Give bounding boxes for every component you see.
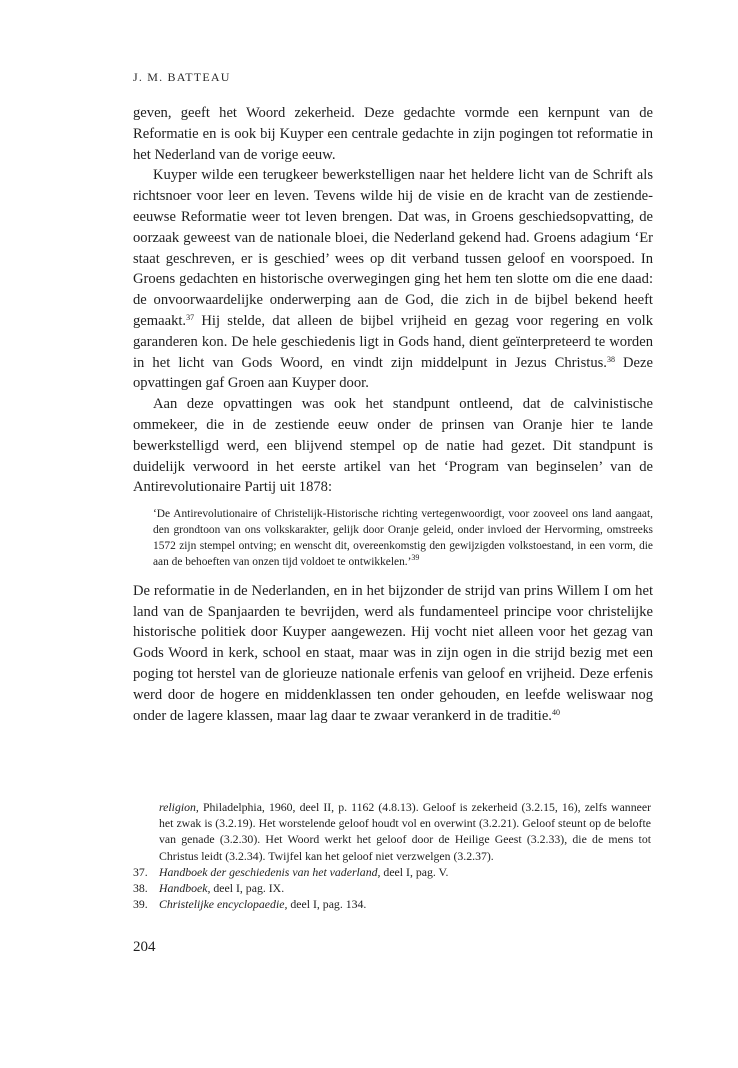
footnote-title: Handboek der geschiedenis van het vaderland, <box>159 864 381 879</box>
footnote-ref-38: 38 <box>606 354 615 364</box>
footnote-continuation <box>159 799 651 864</box>
paragraph-4 <box>133 581 653 727</box>
body-text <box>133 103 653 726</box>
footnote-number: 38. <box>133 881 148 896</box>
footnote-number: 39. <box>133 897 148 912</box>
footnote-37 <box>133 864 651 880</box>
footnote-detail: deel I, pag. 134. <box>287 897 367 912</box>
paragraph-2-part-c: Deze opvattingen gaf Groen aan Kuyper door. <box>133 354 653 392</box>
paragraph-4-text: De reformatie in de Nederlanden, en in het bijzonder de strijd van prins Willem I om het land van de Spanjaarden te bevrijden, werd als fundamenteel principe voor christelijke historische politiek door Kuyper aangewezen. Hij vocht niet alleen voor het gezag van Gods Woord in kerk, school en staat, maar was in zijn ogen in die strijd bezig met een poging tot herstel van de glorieuze nationale erfenis van geloof en vrijheid. Deze erfenis werd door de hogere en middenklassen ten onder gehouden, en leefde weliswaar nog onder de lagere klassen, maar lag daar te zwaar verankerd in de traditie. <box>133 582 653 724</box>
footnote-ref-37: 37 <box>186 312 195 322</box>
footnote-ref-40: 40 <box>551 707 560 717</box>
footnote-continuation-title: religion, <box>159 800 199 814</box>
paragraph-1: geven, geeft het Woord zekerheid. Deze gedachte vormde een kernpunt van de Reformatie en is ook bij Kuyper een centrale gedachte in zijn pogingen tot reformatie in het Nederland van de vorige eeuw. <box>133 105 653 163</box>
paragraph-2 <box>133 165 653 394</box>
footnote-38 <box>133 880 651 896</box>
block-quote-text: ‘De Antirevolutionaire of Christelijk-Historische richting vertegenwoordigt, voor zooveel ons land aangaat, den grondtoon van ons volkskarakter, gelijk door Oranje geleid, onder invloed der Hervorming, omstreeks 1572 zijn stempel ontving; en wenscht dit, overeenkomstig den gewijzigden volkstoestand, in een vorm, die aan de behoeften van onzen tijd voldoet te ontwikkelen.’ <box>153 508 653 568</box>
footnote-continuation-text: Philadelphia, 1960, deel II, p. 1162 (4.8.13). Geloof is zekerheid (3.2.15, 16), zelfs wanneer het zwak is (3.2.19). Het worstelende geloof houdt vol en overwint (3.2.21). Geloof steunt op de belofte van genade (3.2.30). Het Woord werkt het geloof door de Heilige Geest (3.2.33), die de mens tot Christus leidt (3.2.34). Twijfel kan het geloof niet verzwelgen (3.2.37). <box>159 800 651 863</box>
block-quote <box>153 507 653 571</box>
page-number: 204 <box>133 939 156 955</box>
footnote-39 <box>133 896 651 912</box>
footnote-ref-39: 39 <box>411 552 420 562</box>
footnote-detail: deel I, pag. IX. <box>210 881 285 896</box>
footnote-detail: deel I, pag. V. <box>380 864 449 879</box>
footnote-title: Christelijke encyclopaedie, <box>159 897 288 912</box>
footnotes <box>133 799 651 912</box>
paragraph-2-part-a: Kuyper wilde een terugkeer bewerkstelligen naar het heldere licht van de Schrift als richtsnoer voor leer en leven. Tevens wilde hij de visie en de kracht van de zestiende-eeuwse Reformatie weer tot leven brengen. Dat was, in Groens geschiedsopvatting, de oorzaak geweest van de nationale bloei, die Nederland gekend had. Groens adagium ‘Er staat geschreven, er is geschied’ wees op dit verband tussen geloof en voorspoed. In Groens gedachten en historische overwegingen ging het hem ten slotte om die ene daad: de onvoorwaardelijke onderwerping aan de God, die zich in de bijbel bekend heeft gemaakt. <box>133 167 653 329</box>
paragraph-3: Aan deze opvattingen was ook het standpunt ontleend, dat de calvinistische ommekeer, die in de zestiende eeuw onder de prinsen van Oranje hier te lande bewerkstelligd werd, een blijvend stempel op de natie had gezet. Dit standpunt is duidelijk verwoord in het eerste artikel van het ‘Program van beginselen’ van de Antirevolutionaire Partij uit 1878: <box>133 396 653 496</box>
footnote-number: 37. <box>133 864 148 879</box>
footnote-title: Handboek, <box>159 881 211 896</box>
paragraph-2-part-b: Hij stelde, dat alleen de bijbel vrijheid en gezag voor regering en volk garanderen kon. De hele geschiedenis ligt in Gods hand, dient geïnterpreteerd te worden in het licht van Gods Woord, en vindt zijn middelpunt in Jezus Christus. <box>133 312 653 371</box>
running-head: J. M. BATTEAU <box>133 70 231 84</box>
